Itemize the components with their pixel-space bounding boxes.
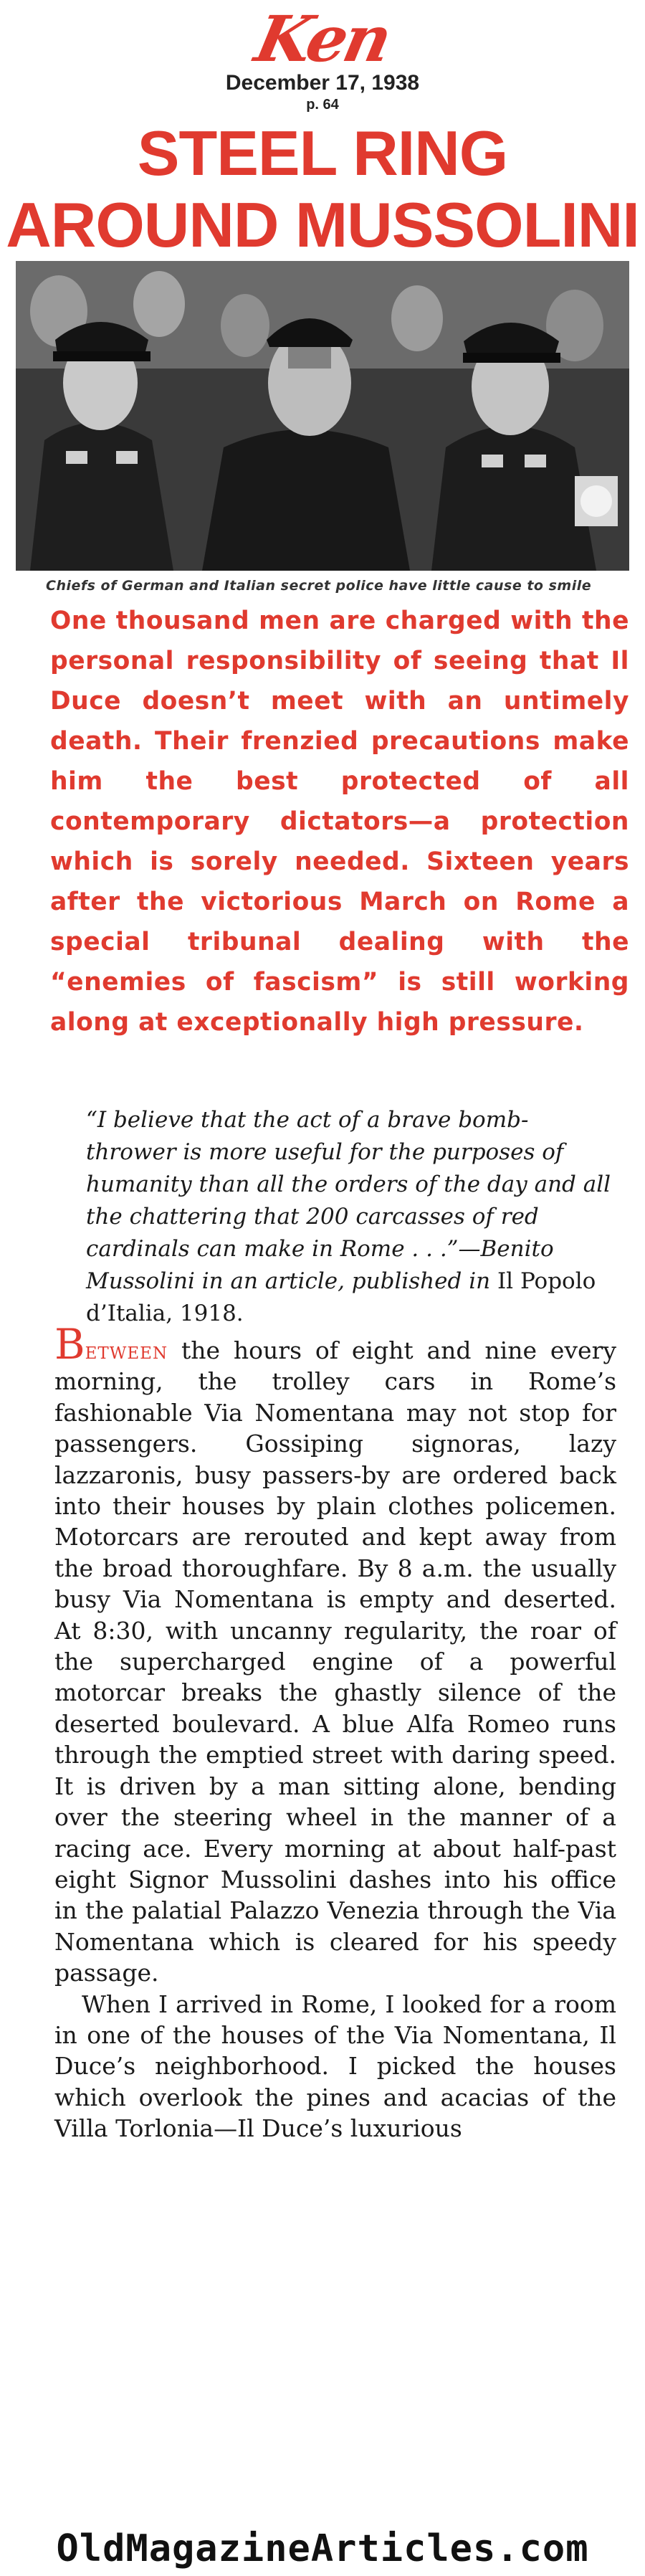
article-body xyxy=(54,1320,616,2144)
article-photo xyxy=(16,261,629,571)
site-watermark: OldMagazineArticles.com xyxy=(56,2527,589,2570)
epigraph-source: Il Popolo d’Italia, 1918. xyxy=(86,1268,596,1326)
headline-line-1: STEEL RING xyxy=(137,118,508,189)
paragraph-1-text: the hours of eight and nine every morning, the trolley cars in Rome’s fashionable Via Nomentana may not stop for passengers. Gossiping signoras, lazy lazzaronis, busy passers-by are ordered back into their houses by plain clothes policemen. Motorcars are rerouted and kept away from the broad thoroughfare. By 8 a.m. the usually busy Via Nomentana is empty and deserted. At 8:30, with uncanny regularity, the roar of the supercharged engine of a powerful motorcar breaks the ghastly silence of the deserted boulevard. A blue Alfa Romeo runs through the emptied street with daring speed. It is driven by a man sitting alone, bending over the steering wheel in the manner of a racing ace. Every morning at about half-past eight Signor Mussolini dashes into his office in the palatial Palazzo Venezia through the Via Nomentana which is cleared for his speedy passage. xyxy=(54,1336,616,1987)
photo-illustration xyxy=(16,261,629,571)
epigraph-text: “I believe that the act of a brave bomb-thrower is more useful for the purposes of humanity than all the orders of the day and all the chattering that 200 carcasses of red cardinals can make in Rome . . .”—Benito Mussolini in an article, published in xyxy=(86,1107,611,1294)
lead-paragraph: One thousand men are charged with the personal responsibility of seeing that Il Duce doesn’t meet with an untimely death. Their frenzied precautions make him the best protected of all contemporary dictators—a protection which is sorely needed. Sixteen years after the victorious March on Rome a special tribunal dealing with the “enemies of fascism” is still working along at exceptionally high pressure. xyxy=(50,607,629,1037)
magazine-logo: Ken xyxy=(249,1,396,76)
page-number: p. 64 xyxy=(306,97,339,113)
body-paragraph-2: When I arrived in Rome, I looked for a room in one of the houses of the Via Nomentana, Il Duce’s neighborhood. I picked the houses which overlook the pines and acacias of the Villa Torlonia—Il Duce’s luxurious xyxy=(54,1990,616,2143)
photo-caption: Chiefs of German and Italian secret police have little cause to smile xyxy=(46,578,592,594)
drop-cap: B xyxy=(54,1320,85,1369)
headline-line-2: AROUND MUSSOLINI xyxy=(6,189,639,260)
body-paragraph-1 xyxy=(54,1320,616,1989)
opening-small-caps: etween xyxy=(85,1336,168,1364)
issue-date: December 17, 1938 xyxy=(225,71,420,95)
article-headline xyxy=(0,118,645,261)
epigraph-quote xyxy=(86,1104,616,1330)
